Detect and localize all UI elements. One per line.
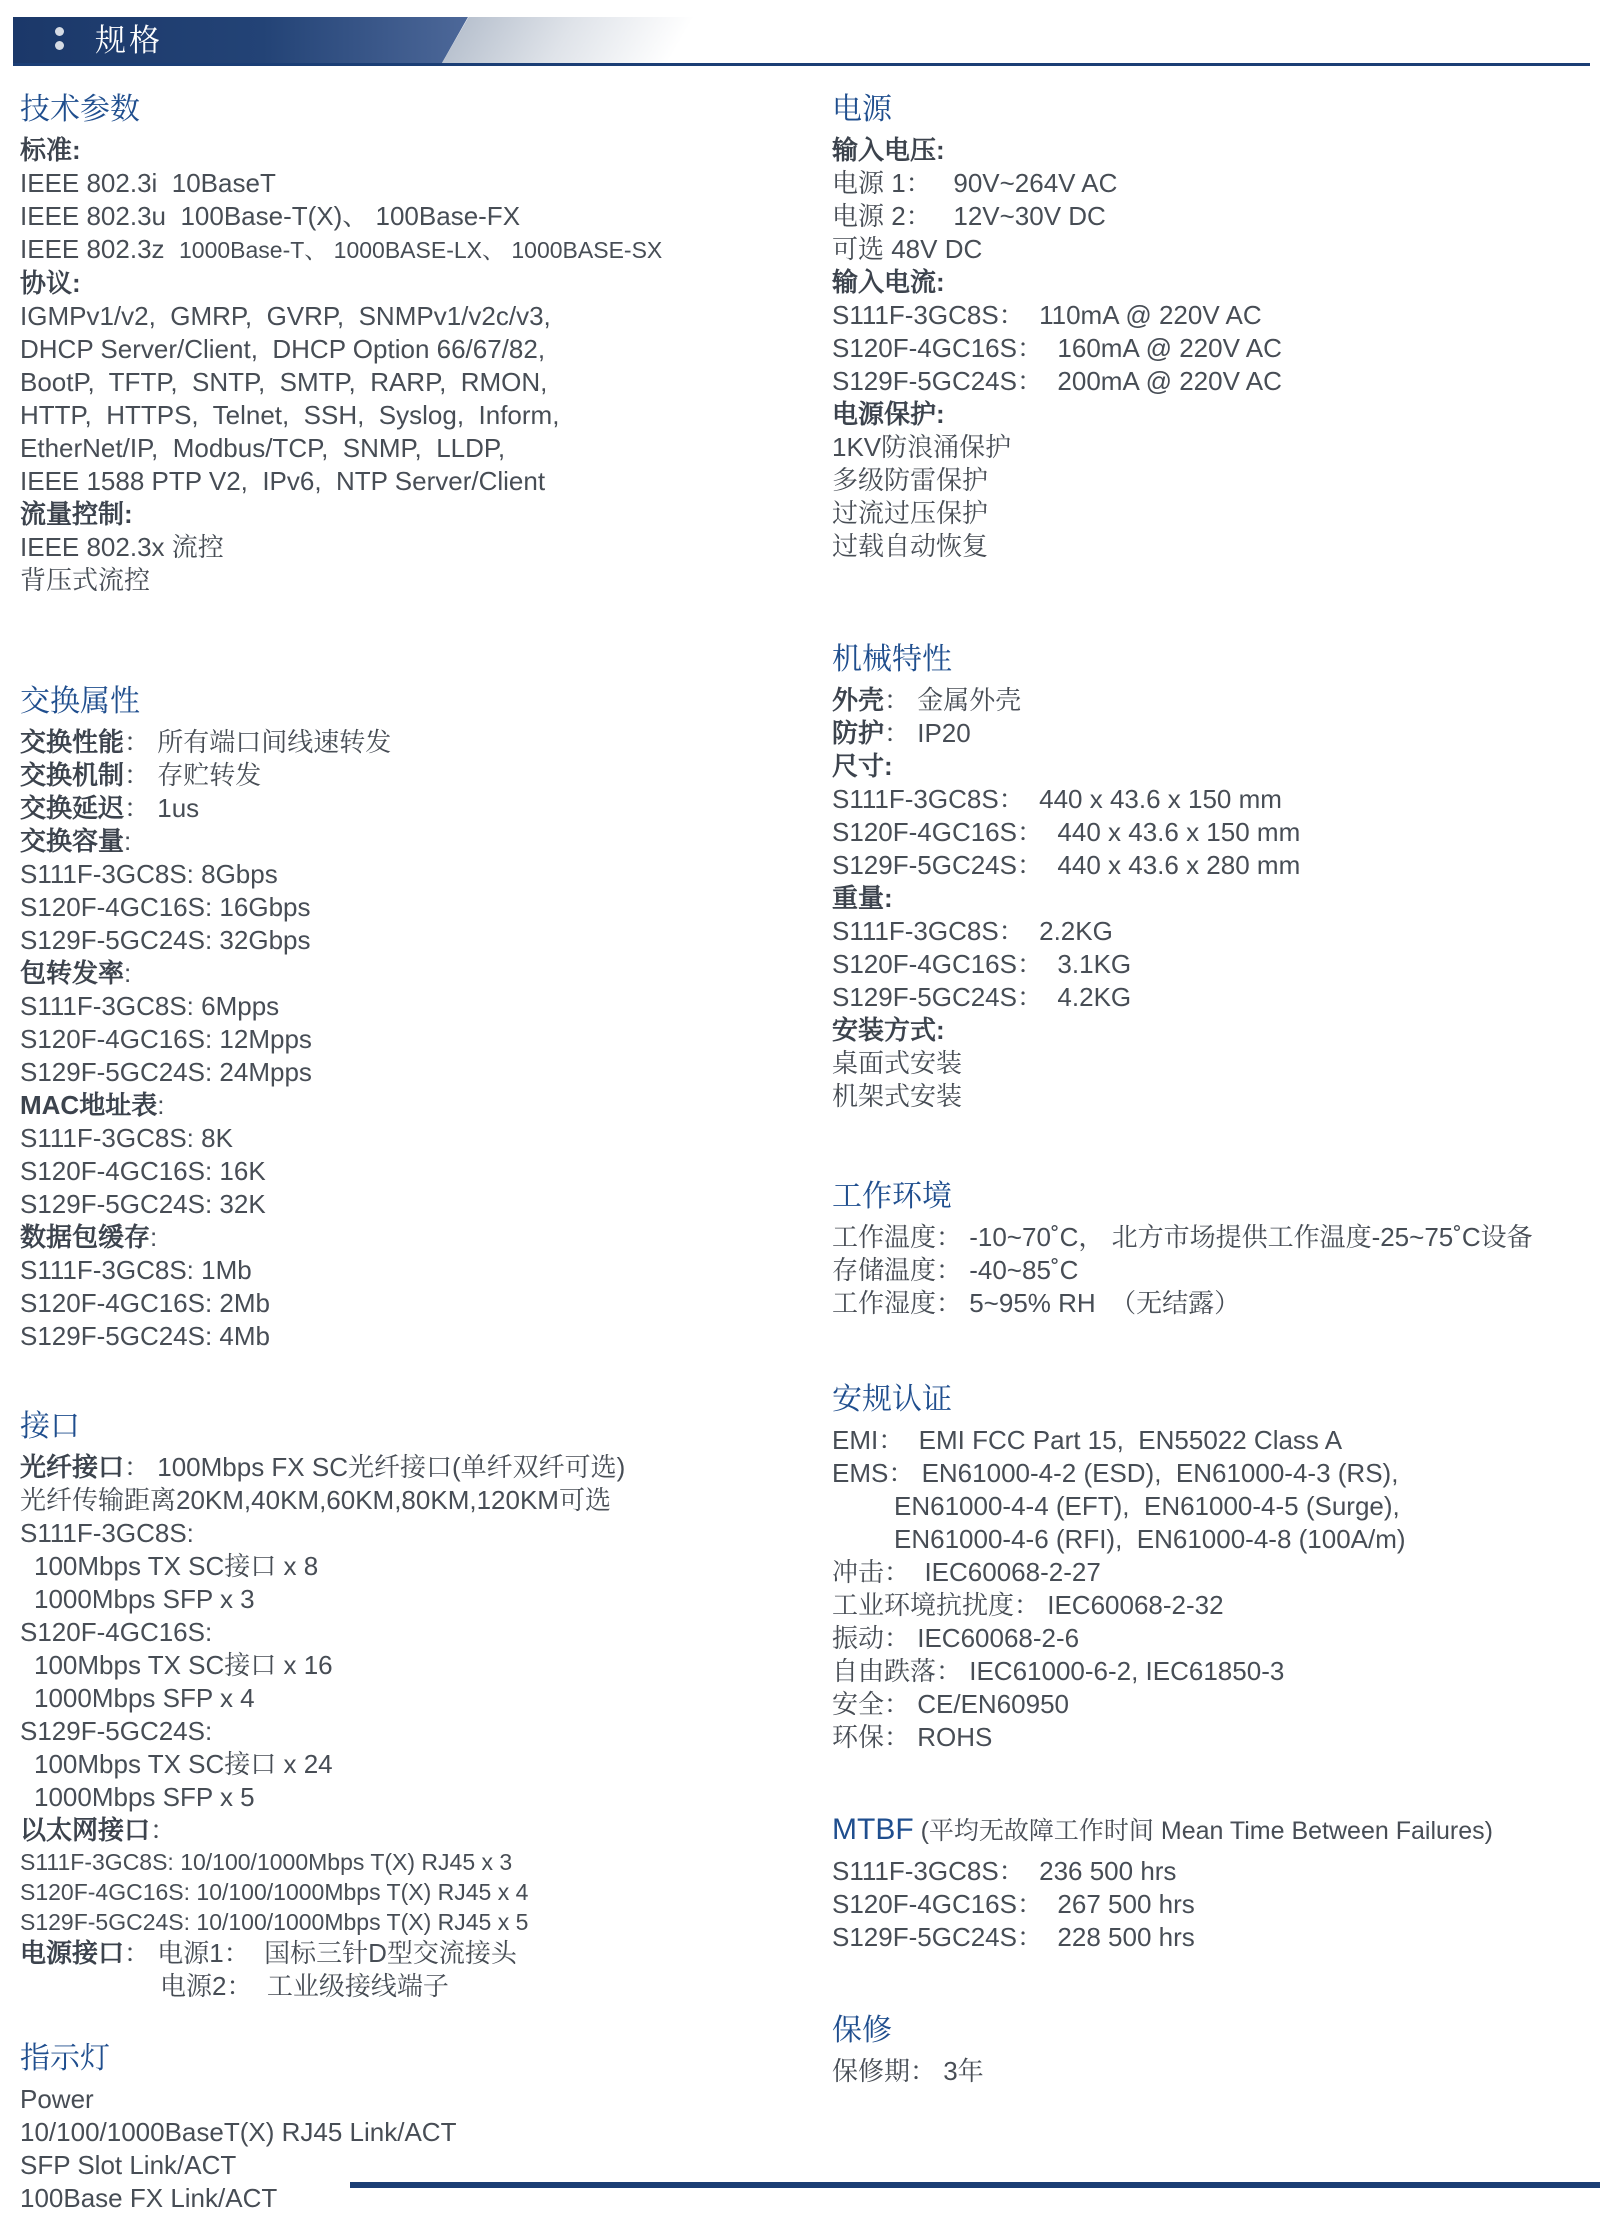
spec-text: S120F-4GC16S: 16Gbps xyxy=(20,892,311,922)
spec-line xyxy=(20,1937,760,1970)
spec-line xyxy=(20,1847,760,1877)
section xyxy=(832,90,1600,563)
spec-line xyxy=(20,1583,760,1616)
bottom-divider xyxy=(350,2182,1600,2188)
spec-text: S120F-4GC16S: xyxy=(20,1617,213,1647)
spec-line xyxy=(832,948,1600,981)
spec-text: 100Base FX Link/ACT xyxy=(20,2183,278,2213)
spec-text: S129F-5GC24S： 200mA @ 220V AC xyxy=(832,366,1282,396)
spec-line xyxy=(832,332,1600,365)
spec-text: IEEE 802.3z xyxy=(20,234,179,264)
spec-label: MAC地址表 xyxy=(20,1090,158,1120)
section-title: 交换属性 xyxy=(20,685,140,718)
spec-line xyxy=(20,1287,760,1320)
spec-line xyxy=(20,1682,760,1715)
section-title: 指示灯 xyxy=(20,2042,110,2075)
spec-label: 输入电流: xyxy=(832,267,945,297)
spec-line xyxy=(20,200,760,233)
spec-text: IEEE 802.3u 100Base-T(X)、 100Base-FX xyxy=(20,201,521,231)
spec-text: Power xyxy=(20,2084,94,2114)
spec-text: 自由跌落： IEC61000-6-2, IEC61850-3 xyxy=(832,1656,1285,1686)
spec-line xyxy=(832,1287,1600,1320)
section-title: 机械特性 xyxy=(832,643,952,676)
spec-line xyxy=(832,398,1600,431)
spec-text: 保修期： 3年 xyxy=(832,2056,984,2086)
spec-text: S120F-4GC16S： 440 x 43.6 x 150 mm xyxy=(832,817,1301,847)
spec-line xyxy=(832,1589,1600,1622)
spec-line xyxy=(832,1622,1600,1655)
spec-line xyxy=(832,1921,1600,1954)
spec-text: S111F-3GC8S: 8Gbps xyxy=(20,859,278,889)
spec-text: 1KV防浪涌保护 xyxy=(832,432,1012,462)
spec-line xyxy=(20,858,760,891)
section xyxy=(20,90,760,597)
spec-line xyxy=(20,1616,760,1649)
spec-text: S111F-3GC8S: 10/100/1000Mbps T(X) RJ45 x 3 xyxy=(20,1849,513,1875)
spec-line xyxy=(20,990,760,1023)
spec-label: 安装方式: xyxy=(832,1015,945,1045)
spec-line xyxy=(20,333,760,366)
section-title: MTBF (平均无故障工作时间 Mean Time Between Failures) xyxy=(832,1813,1493,1846)
spec-line xyxy=(20,300,760,333)
spec-text: ： 电源1： 国标三针D型交流接头 xyxy=(124,1938,517,1968)
spec-text: S129F-5GC24S： 228 500 hrs xyxy=(832,1922,1195,1952)
spec-label: 交换容量 xyxy=(20,826,125,856)
spec-text: IGMPv1/v2, GMRP, GVRP, SNMPv1/v2c/v3, xyxy=(20,301,551,331)
spec-line xyxy=(832,299,1600,332)
spec-text: S120F-4GC16S： 267 500 hrs xyxy=(832,1889,1195,1919)
spec-text: ： 金属外壳 xyxy=(884,685,1022,715)
spec-text: 振动： IEC60068-2-6 xyxy=(832,1623,1080,1653)
spec-label: 流量控制: xyxy=(20,499,133,529)
spec-line xyxy=(20,1484,760,1517)
spec-text: S120F-4GC16S： 160mA @ 220V AC xyxy=(832,333,1282,363)
spec-line xyxy=(20,167,760,200)
spec-text: 过流过压保护 xyxy=(832,498,989,528)
spec-text: S111F-3GC8S： 2.2KG xyxy=(832,916,1113,946)
spec-line xyxy=(832,750,1600,783)
spec-line xyxy=(20,759,760,792)
spec-text: 1000Mbps SFP x 5 xyxy=(34,1782,255,1812)
spec-text: 环保： ROHS xyxy=(832,1722,993,1752)
header-navy-band xyxy=(13,17,468,63)
spec-text: 电源 1： 90V~264V AC xyxy=(832,168,1118,198)
spec-text: HTTP, HTTPS, Telnet, SSH, Syslog, Inform, xyxy=(20,400,560,430)
spec-line xyxy=(832,816,1600,849)
spec-line xyxy=(832,1014,1600,1047)
spec-text: : xyxy=(124,826,132,856)
section-title: 电源 xyxy=(832,93,892,126)
header-bullet-icon xyxy=(53,17,65,63)
spec-text: S111F-3GC8S： 236 500 hrs xyxy=(832,1856,1177,1886)
spec-line xyxy=(20,891,760,924)
spec-line xyxy=(20,1451,760,1484)
spec-text: 100Mbps TX SC接口 x 8 xyxy=(34,1551,319,1581)
spec-line xyxy=(832,1254,1600,1287)
spec-line xyxy=(20,2083,760,2116)
section xyxy=(832,640,1600,1113)
spec-label: 尺寸: xyxy=(832,751,893,781)
spec-text: S129F-5GC24S: 4Mb xyxy=(20,1321,271,1351)
spec-text: 1000Mbps SFP x 4 xyxy=(34,1683,255,1713)
spec-text: IEEE 802.3i 10BaseT xyxy=(20,168,276,198)
spec-line xyxy=(832,1490,1600,1523)
spec-label: 交换性能 xyxy=(20,727,125,757)
spec-text: ： IP20 xyxy=(884,718,971,748)
spec-text: ： 存贮转发 xyxy=(124,760,262,790)
spec-text: S111F-3GC8S： 440 x 43.6 x 150 mm xyxy=(832,784,1282,814)
spec-text: 背压式流控 xyxy=(20,565,151,595)
spec-line xyxy=(20,1254,760,1287)
spec-line xyxy=(832,134,1600,167)
section xyxy=(832,2011,1600,2088)
spec-line xyxy=(832,1688,1600,1721)
spec-label: 外壳 xyxy=(832,685,885,715)
spec-line xyxy=(832,365,1600,398)
spec-text: IEEE 802.3x 流控 xyxy=(20,532,224,562)
spec-text: S120F-4GC16S: 12Mpps xyxy=(20,1024,312,1054)
spec-text: 1000Base-T、 1000BASE-LX、 1000BASE-SX xyxy=(178,237,663,263)
spec-line xyxy=(20,2116,760,2149)
spec-line xyxy=(832,1457,1600,1490)
section-title: 技术参数 xyxy=(20,93,140,126)
spec-line xyxy=(20,957,760,990)
spec-line xyxy=(20,1188,760,1221)
section xyxy=(832,1177,1600,1320)
spec-line xyxy=(20,1221,760,1254)
spec-text: 过载自动恢复 xyxy=(832,531,989,561)
spec-text: S111F-3GC8S： 110mA @ 220V AC xyxy=(832,300,1262,330)
spec-text: EN61000-4-6 (RFI), EN61000-4-8 (100A/m) xyxy=(894,1524,1406,1554)
spec-text: S129F-5GC24S: 10/100/1000Mbps T(X) RJ45 x 5 xyxy=(20,1909,529,1935)
spec-text: S129F-5GC24S: 32Gbps xyxy=(20,925,311,955)
spec-line xyxy=(832,1888,1600,1921)
section xyxy=(832,1380,1600,1754)
spec-label: 重量: xyxy=(832,883,893,913)
spec-line xyxy=(832,1721,1600,1754)
spec-text: S120F-4GC16S： 3.1KG xyxy=(832,949,1132,979)
spec-line xyxy=(20,792,760,825)
spec-text: ： 100Mbps FX SC光纤接口(单纤双纤可选) xyxy=(124,1452,626,1482)
spec-text: S111F-3GC8S: 6Mpps xyxy=(20,991,280,1021)
spec-line xyxy=(832,1523,1600,1556)
spec-text: 冲击： IEC60068-2-27 xyxy=(832,1557,1101,1587)
spec-text: S111F-3GC8S: 8K xyxy=(20,1123,233,1153)
spec-label: 光纤接口 xyxy=(20,1452,125,1482)
spec-text: 100Mbps TX SC接口 x 16 xyxy=(34,1650,333,1680)
spec-label: 包转发率 xyxy=(20,958,125,988)
spec-label: 标准: xyxy=(20,135,81,165)
spec-line xyxy=(832,200,1600,233)
spec-line xyxy=(832,497,1600,530)
spec-line xyxy=(832,464,1600,497)
spec-line xyxy=(20,1023,760,1056)
spec-label: 协议: xyxy=(20,268,81,298)
section xyxy=(832,1810,1600,1954)
spec-line xyxy=(20,825,760,858)
spec-text: S120F-4GC16S: 10/100/1000Mbps T(X) RJ45 x 4 xyxy=(20,1879,529,1905)
spec-text: ： 所有端口间线速转发 xyxy=(124,727,392,757)
spec-text: EN61000-4-4 (EFT), EN61000-4-5 (Surge), xyxy=(894,1491,1400,1521)
spec-line xyxy=(20,1715,760,1748)
spec-line xyxy=(20,1970,760,2003)
spec-line xyxy=(832,1556,1600,1589)
spec-text: SFP Slot Link/ACT xyxy=(20,2150,237,2180)
page-title: 规格 xyxy=(95,23,163,58)
spec-label: 数据包缓存 xyxy=(20,1222,151,1252)
spec-line xyxy=(20,531,760,564)
spec-label: 交换机制 xyxy=(20,760,125,790)
spec-text: 电源 2： 12V~30V DC xyxy=(832,201,1106,231)
spec-line xyxy=(832,1424,1600,1457)
spec-label: 防护 xyxy=(832,718,885,748)
spec-text: EtherNet/IP, Modbus/TCP, SNMP, LLDP, xyxy=(20,433,506,463)
spec-text: 1000Mbps SFP x 3 xyxy=(34,1584,255,1614)
spec-line xyxy=(832,1047,1600,1080)
spec-text: : xyxy=(150,1222,158,1252)
spec-line xyxy=(20,1320,760,1353)
spec-text: DHCP Server/Client, DHCP Option 66/67/82, xyxy=(20,334,546,364)
spec-text: S120F-4GC16S: 16K xyxy=(20,1156,266,1186)
spec-text: S129F-5GC24S: 24Mpps xyxy=(20,1057,312,1087)
spec-text: 安全： CE/EN60950 xyxy=(832,1689,1069,1719)
spec-line xyxy=(20,726,760,759)
spec-text: 100Mbps TX SC接口 x 24 xyxy=(34,1749,333,1779)
header-underline xyxy=(13,63,1590,66)
spec-line xyxy=(832,783,1600,816)
spec-text: S129F-5GC24S： 4.2KG xyxy=(832,982,1132,1012)
spec-text: EMI： EMI FCC Part 15, EN55022 Class A xyxy=(832,1425,1343,1455)
spec-line xyxy=(832,849,1600,882)
section-title: 接口 xyxy=(20,1410,80,1443)
section xyxy=(20,2039,760,2215)
spec-label: 交换延迟 xyxy=(20,793,125,823)
header-bar xyxy=(13,17,1600,63)
spec-text: 工业环境抗扰度： IEC60068-2-32 xyxy=(832,1590,1224,1620)
spec-line xyxy=(832,1655,1600,1688)
spec-line xyxy=(20,2149,760,2182)
spec-label: 电源保护: xyxy=(832,399,945,429)
right-column xyxy=(832,90,1600,2088)
spec-label: 输入电压: xyxy=(832,135,945,165)
spec-line xyxy=(832,266,1600,299)
spec-line xyxy=(20,1550,760,1583)
spec-line xyxy=(20,267,760,300)
spec-line xyxy=(832,981,1600,1014)
spec-line xyxy=(20,564,760,597)
spec-text: : xyxy=(124,958,132,988)
spec-line xyxy=(20,399,760,432)
spec-line xyxy=(20,1877,760,1907)
spec-line xyxy=(832,915,1600,948)
spec-text: 工作温度： -10~70˚C， 北方市场提供工作温度-25~75˚C设备 xyxy=(832,1222,1533,1252)
spec-text: 桌面式安装 xyxy=(832,1048,963,1078)
spec-line xyxy=(20,1814,760,1847)
spec-line xyxy=(832,717,1600,750)
spec-line xyxy=(832,1221,1600,1254)
spec-text: S129F-5GC24S: xyxy=(20,1716,213,1746)
spec-line xyxy=(20,432,760,465)
spec-line xyxy=(832,233,1600,266)
spec-line xyxy=(832,882,1600,915)
spec-line xyxy=(20,1122,760,1155)
spec-text: 可选 48V DC xyxy=(832,234,983,264)
spec-line xyxy=(20,1517,760,1550)
spec-text: : xyxy=(157,1090,165,1120)
spec-text: S111F-3GC8S: 1Mb xyxy=(20,1255,252,1285)
spec-text: S129F-5GC24S: 32K xyxy=(20,1189,266,1219)
spec-line xyxy=(20,924,760,957)
spec-line xyxy=(832,167,1600,200)
spec-text: BootP, TFTP, SNTP, SMTP, RARP, RMON, xyxy=(20,367,548,397)
spec-line xyxy=(832,530,1600,563)
spec-line xyxy=(20,233,760,267)
spec-text: S120F-4GC16S: 2Mb xyxy=(20,1288,271,1318)
spec-text: 存储温度： -40~85˚C xyxy=(832,1255,1079,1285)
spec-text: 10/100/1000BaseT(X) RJ45 Link/ACT xyxy=(20,2117,457,2147)
spec-line xyxy=(20,1907,760,1937)
spec-line xyxy=(20,1649,760,1682)
spec-line xyxy=(20,1781,760,1814)
spec-line xyxy=(20,1056,760,1089)
spec-line xyxy=(20,1089,760,1122)
section-title: 工作环境 xyxy=(832,1180,952,1213)
spec-label: 电源接口 xyxy=(20,1938,125,1968)
spec-line xyxy=(832,1080,1600,1113)
section xyxy=(20,682,760,1353)
spec-line xyxy=(20,1155,760,1188)
spec-line xyxy=(832,2055,1600,2088)
spec-text: S129F-5GC24S： 440 x 43.6 x 280 mm xyxy=(832,850,1301,880)
spec-line xyxy=(832,431,1600,464)
spec-line xyxy=(20,465,760,498)
spec-line xyxy=(832,1855,1600,1888)
section-title: 保修 xyxy=(832,2014,892,2047)
spec-text: ： 1us xyxy=(124,793,200,823)
spec-text: 多级防雷保护 xyxy=(832,465,989,495)
spec-text: ： xyxy=(150,1815,177,1845)
spec-text: IEEE 1588 PTP V2, IPv6, NTP Server/Client xyxy=(20,466,546,496)
spec-line xyxy=(832,684,1600,717)
left-column xyxy=(20,90,760,2215)
spec-text: 光纤传输距离20KM,40KM,60KM,80KM,120KM可选 xyxy=(20,1485,611,1515)
spec-text: 工作湿度： 5~95% RH （无结露） xyxy=(832,1288,1241,1318)
spec-line xyxy=(20,498,760,531)
section-title-suffix: (平均无故障工作时间 Mean Time Between Failures) xyxy=(913,1817,1493,1845)
spec-text: 机架式安装 xyxy=(832,1081,963,1111)
section xyxy=(20,1407,760,2003)
spec-line xyxy=(20,366,760,399)
spec-line xyxy=(20,1748,760,1781)
header-ribbon xyxy=(442,17,707,63)
spec-text: S111F-3GC8S: xyxy=(20,1518,194,1548)
section-title: 安规认证 xyxy=(832,1383,952,1416)
spec-line xyxy=(20,134,760,167)
spec-text: EMS： EN61000-4-2 (ESD), EN61000-4-3 (RS), xyxy=(832,1458,1399,1488)
spec-label: 以太网接口 xyxy=(20,1815,151,1845)
spec-text: 电源2： 工业级接线端子 xyxy=(160,1971,449,2001)
